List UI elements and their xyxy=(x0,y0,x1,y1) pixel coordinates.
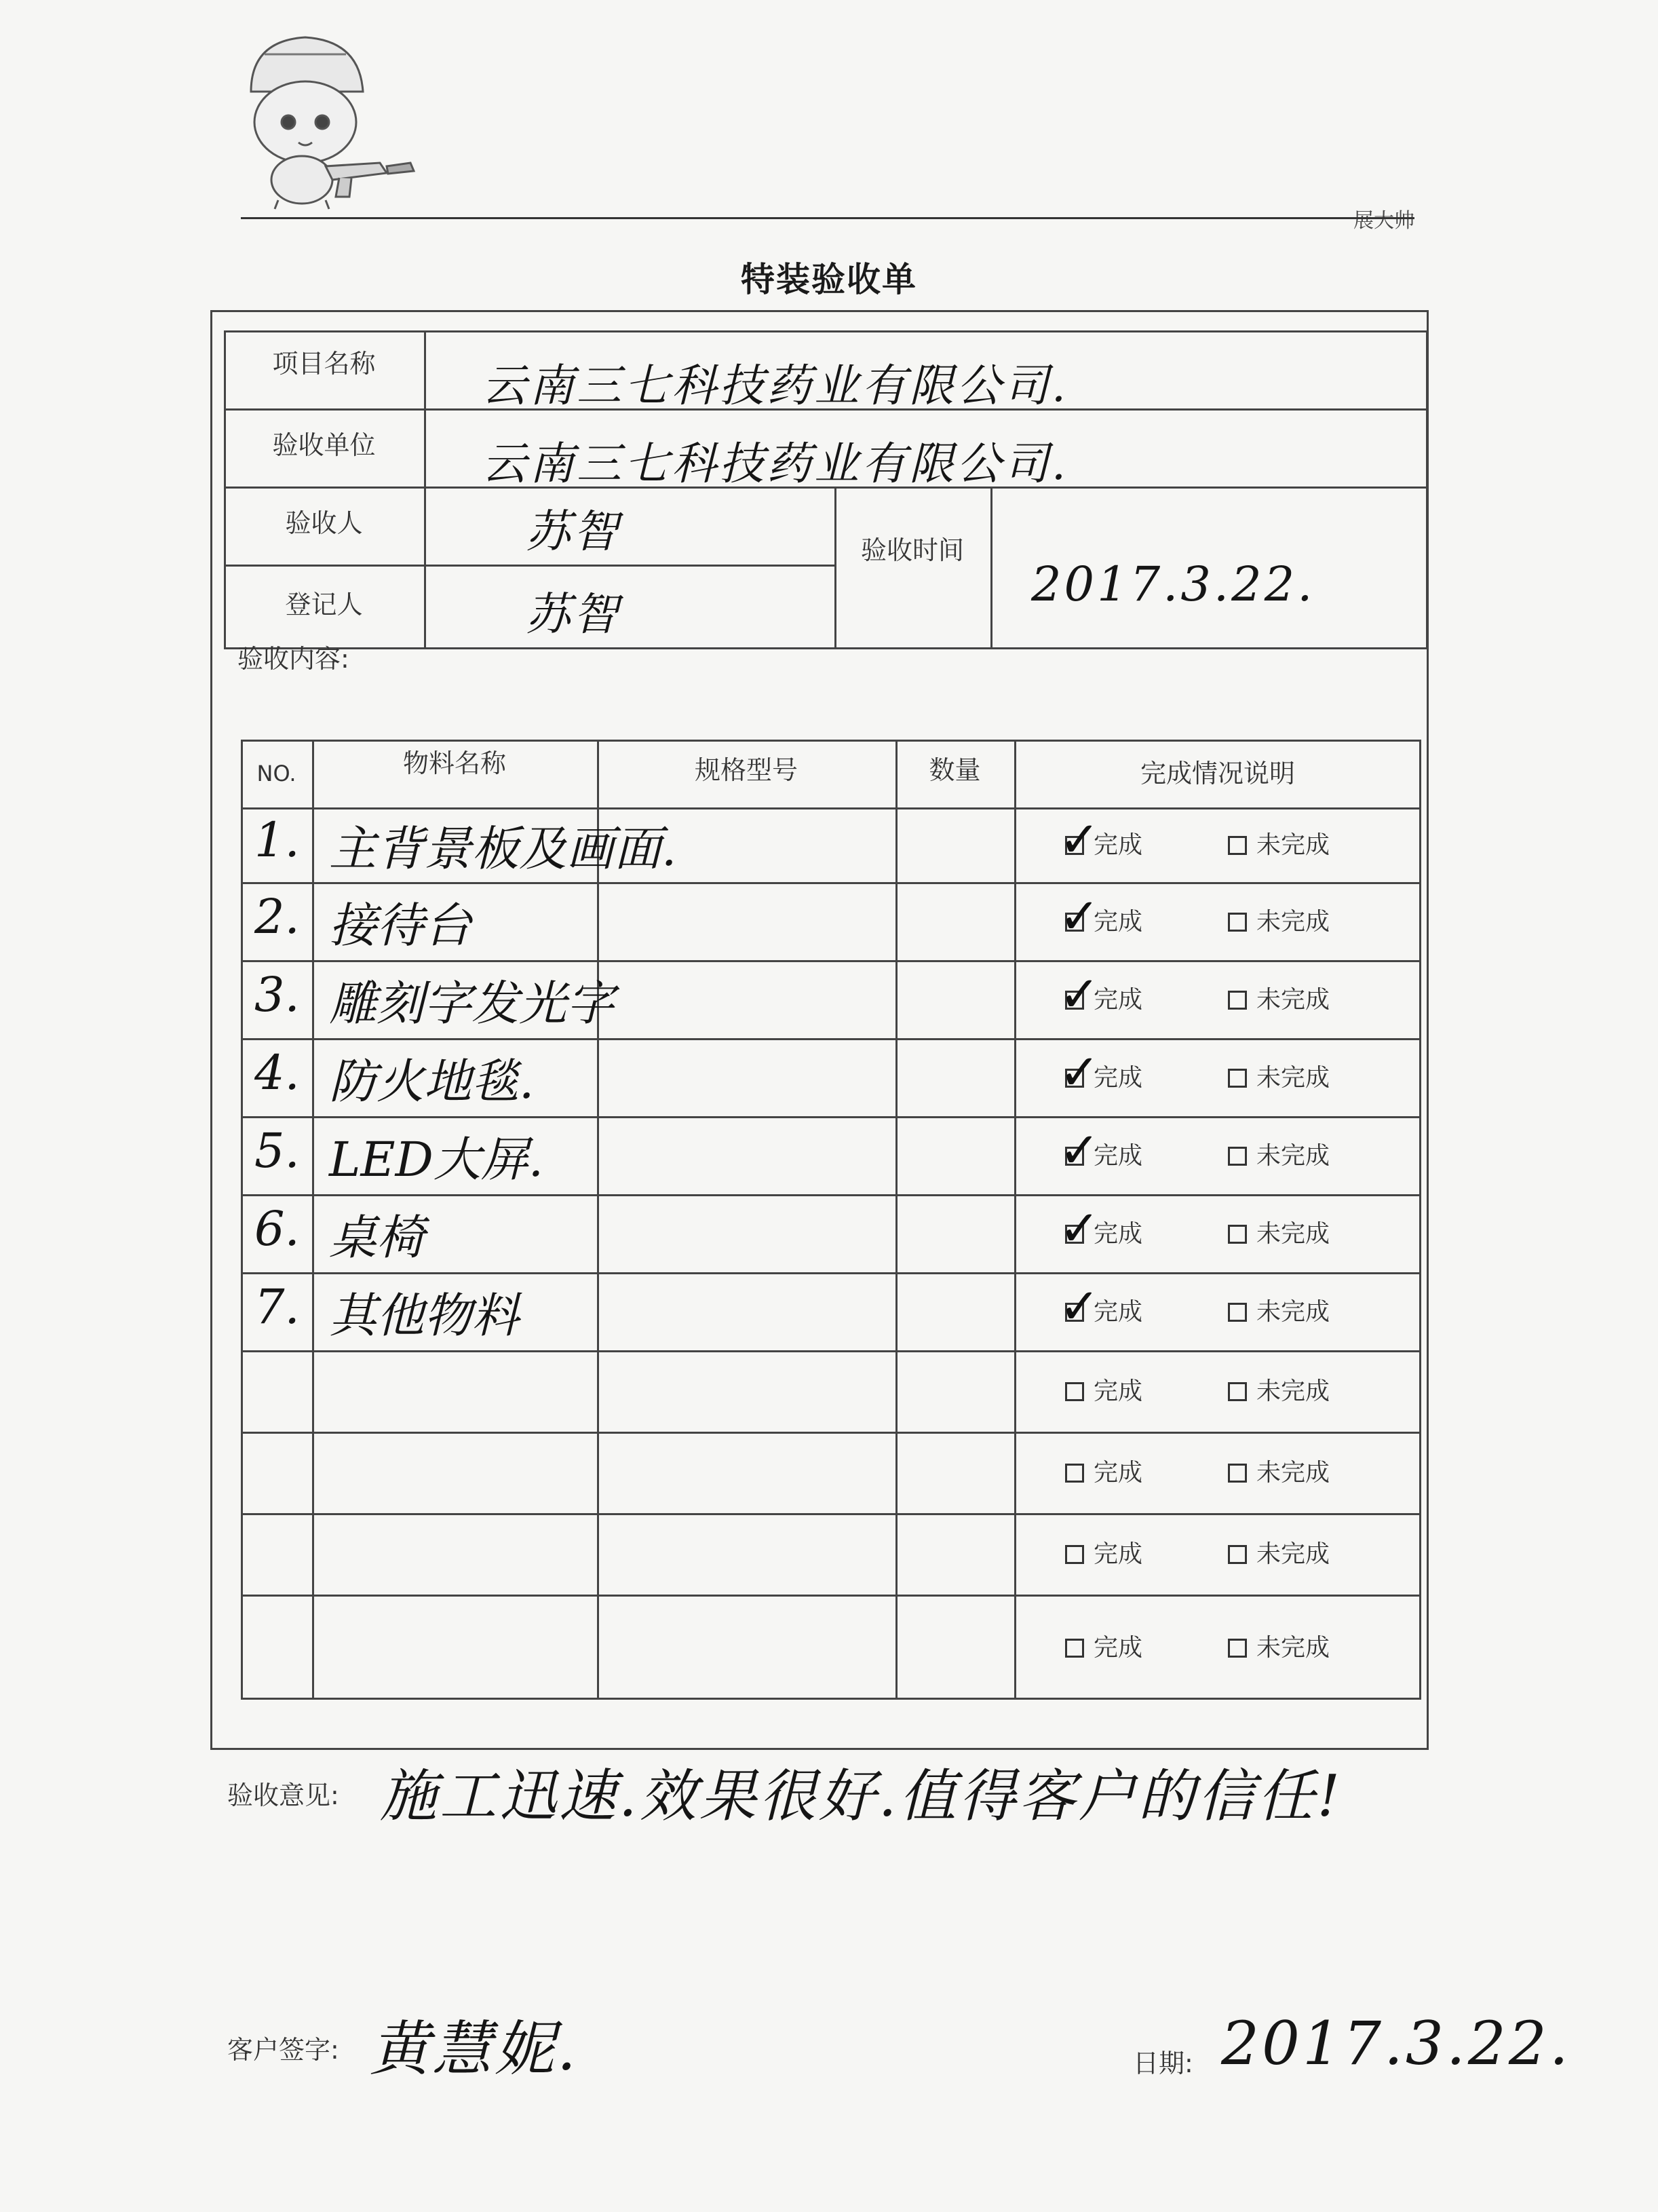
check-mark-icon: ✓ xyxy=(1059,887,1100,945)
table-row xyxy=(241,1116,1421,1194)
header-name: 物料名称 xyxy=(402,748,506,778)
undone-label: 未完成 xyxy=(1256,1141,1330,1170)
checkbox-square-icon xyxy=(1228,1225,1247,1244)
undone-checkbox[interactable] xyxy=(1228,1293,1330,1327)
done-checkbox[interactable] xyxy=(1059,811,1143,868)
table-row xyxy=(241,1272,1421,1350)
table-row xyxy=(241,1038,1421,1116)
row-number: 4. xyxy=(254,1044,300,1101)
mascot-illustration xyxy=(224,27,427,210)
acceptor-label: 验收人 xyxy=(285,508,363,538)
header-no: NO. xyxy=(256,761,296,786)
opinion-value: 施工迅速.效果很好.值得客户的信任! xyxy=(380,1763,1343,1829)
date-label: 日期: xyxy=(1133,2048,1193,2078)
acceptance-unit-value: 云南三七科技药业有限公司. xyxy=(482,438,1068,490)
undone-checkbox[interactable] xyxy=(1228,1059,1330,1093)
checkbox-square-icon xyxy=(1228,1303,1247,1322)
done-label: 完成 xyxy=(1094,1540,1143,1568)
checkbox-square-icon xyxy=(1059,811,1100,868)
undone-label: 未完成 xyxy=(1256,1063,1330,1092)
undone-checkbox[interactable] xyxy=(1228,1453,1330,1488)
undone-label: 未完成 xyxy=(1256,985,1330,1014)
info-col-divider xyxy=(990,487,992,649)
opinion-label: 验收意见: xyxy=(227,1780,339,1810)
done-label: 完成 xyxy=(1094,1219,1143,1248)
done-checkbox[interactable] xyxy=(1065,1535,1142,1569)
done-label: 完成 xyxy=(1094,985,1143,1014)
done-label: 完成 xyxy=(1094,1377,1143,1405)
undone-label: 未完成 xyxy=(1256,1540,1330,1568)
acceptance-unit-label: 验收单位 xyxy=(272,430,376,460)
done-label: 完成 xyxy=(1094,1459,1143,1487)
undone-checkbox[interactable] xyxy=(1228,1137,1330,1171)
row-number: 5. xyxy=(254,1122,300,1179)
brand-name: 展大帅 xyxy=(1353,209,1414,233)
undone-checkbox[interactable] xyxy=(1228,902,1330,937)
checkbox-square-icon xyxy=(1228,991,1247,1010)
checkbox-square-icon xyxy=(1059,887,1100,945)
undone-label: 未完成 xyxy=(1256,1459,1330,1487)
checkbox-square-icon xyxy=(1228,1382,1247,1401)
row-material-name: 接待台 xyxy=(329,897,471,953)
undone-label: 未完成 xyxy=(1256,1633,1330,1662)
checkbox-square-icon xyxy=(1228,1545,1247,1564)
done-checkbox[interactable] xyxy=(1065,1453,1142,1488)
undone-checkbox[interactable] xyxy=(1228,1372,1330,1407)
check-mark-icon: ✓ xyxy=(1059,1199,1100,1257)
header-spec: 规格型号 xyxy=(694,755,798,785)
done-label: 完成 xyxy=(1094,1633,1143,1662)
header-status: 完成情况说明 xyxy=(1140,759,1295,788)
checkbox-square-icon xyxy=(1059,1121,1100,1179)
document-title: 特装验收单 xyxy=(741,260,917,299)
table-row xyxy=(241,960,1421,1038)
info-col-divider xyxy=(424,330,426,649)
checkbox-square-icon xyxy=(1059,1277,1100,1335)
header-divider xyxy=(241,217,1414,219)
customer-signature: 黄慧妮. xyxy=(370,2014,579,2084)
checkbox-square-icon xyxy=(1065,1464,1084,1483)
undone-checkbox[interactable] xyxy=(1228,826,1330,860)
row-material-name: 桌椅 xyxy=(329,1209,424,1265)
undone-label: 未完成 xyxy=(1256,1297,1330,1326)
check-mark-icon: ✓ xyxy=(1059,811,1100,868)
checkbox-square-icon xyxy=(1065,1639,1084,1658)
undone-checkbox[interactable] xyxy=(1228,1628,1330,1663)
checkbox-square-icon xyxy=(1065,1545,1084,1564)
checkbox-square-icon xyxy=(1228,1147,1247,1166)
undone-label: 未完成 xyxy=(1256,1377,1330,1405)
table-row xyxy=(241,1513,1421,1595)
done-checkbox[interactable] xyxy=(1059,1043,1143,1101)
check-mark-icon: ✓ xyxy=(1059,1277,1100,1335)
header-qty: 数量 xyxy=(929,755,981,785)
undone-label: 未完成 xyxy=(1256,1219,1330,1248)
checkbox-square-icon xyxy=(1228,1069,1247,1088)
checkbox-square-icon xyxy=(1065,1382,1084,1401)
done-label: 完成 xyxy=(1094,1141,1143,1170)
check-mark-icon: ✓ xyxy=(1059,965,1100,1023)
done-checkbox[interactable] xyxy=(1059,1277,1143,1335)
undone-checkbox[interactable] xyxy=(1228,1215,1330,1249)
done-label: 完成 xyxy=(1094,831,1143,859)
done-label: 完成 xyxy=(1094,907,1143,936)
registrar-label: 登记人 xyxy=(285,590,363,619)
checkbox-square-icon xyxy=(1228,836,1247,855)
acceptance-time-label: 验收时间 xyxy=(860,535,964,565)
row-number: 2. xyxy=(254,888,300,945)
done-checkbox[interactable] xyxy=(1059,1121,1143,1179)
info-row-divider xyxy=(224,565,834,567)
check-mark-icon: ✓ xyxy=(1059,1043,1100,1101)
row-material-name: 其他物料 xyxy=(329,1287,519,1343)
registrar-value: 苏智 xyxy=(526,588,621,641)
checkbox-square-icon xyxy=(1228,1464,1247,1483)
date-value: 2017.3.22. xyxy=(1221,2008,1571,2078)
table-row xyxy=(241,1432,1421,1513)
acceptance-time-value: 2017.3.22. xyxy=(1031,556,1315,612)
row-number: 3. xyxy=(254,966,300,1023)
info-col-divider xyxy=(834,487,836,649)
table-row xyxy=(241,1350,1421,1432)
acceptance-content-label: 验收内容: xyxy=(237,644,349,674)
done-label: 完成 xyxy=(1094,1063,1143,1092)
check-mark-icon: ✓ xyxy=(1059,1121,1100,1179)
row-material-name: 防火地毯. xyxy=(329,1053,535,1109)
table-row xyxy=(241,1194,1421,1272)
checkbox-square-icon xyxy=(1228,913,1247,932)
checkbox-square-icon xyxy=(1059,1043,1100,1101)
table-row xyxy=(241,807,1421,882)
project-name-label: 项目名称 xyxy=(272,349,376,379)
signature-label: 客户签字: xyxy=(227,2035,339,2065)
checkbox-square-icon xyxy=(1228,1639,1247,1658)
done-label: 完成 xyxy=(1094,1297,1143,1326)
row-number: 1. xyxy=(254,812,300,868)
done-checkbox[interactable] xyxy=(1059,887,1143,945)
row-number: 7. xyxy=(254,1278,300,1335)
row-material-name: LED大屏. xyxy=(329,1131,543,1187)
row-number: 6. xyxy=(254,1200,300,1257)
done-checkbox[interactable] xyxy=(1059,1199,1143,1257)
project-name-value: 云南三七科技药业有限公司. xyxy=(482,360,1068,412)
table-row xyxy=(241,1595,1421,1700)
row-material-name: 雕刻字发光字 xyxy=(329,975,614,1031)
undone-checkbox[interactable] xyxy=(1228,1535,1330,1569)
acceptor-value: 苏智 xyxy=(526,506,621,558)
done-checkbox[interactable] xyxy=(1059,965,1143,1023)
table-row xyxy=(241,882,1421,960)
done-checkbox[interactable] xyxy=(1065,1372,1142,1407)
checkbox-square-icon xyxy=(1059,965,1100,1023)
undone-label: 未完成 xyxy=(1256,907,1330,936)
checkbox-square-icon xyxy=(1059,1199,1100,1257)
done-checkbox[interactable] xyxy=(1065,1628,1142,1663)
row-material-name: 主背景板及画面. xyxy=(329,821,677,877)
undone-checkbox[interactable] xyxy=(1228,980,1330,1015)
undone-label: 未完成 xyxy=(1256,831,1330,859)
